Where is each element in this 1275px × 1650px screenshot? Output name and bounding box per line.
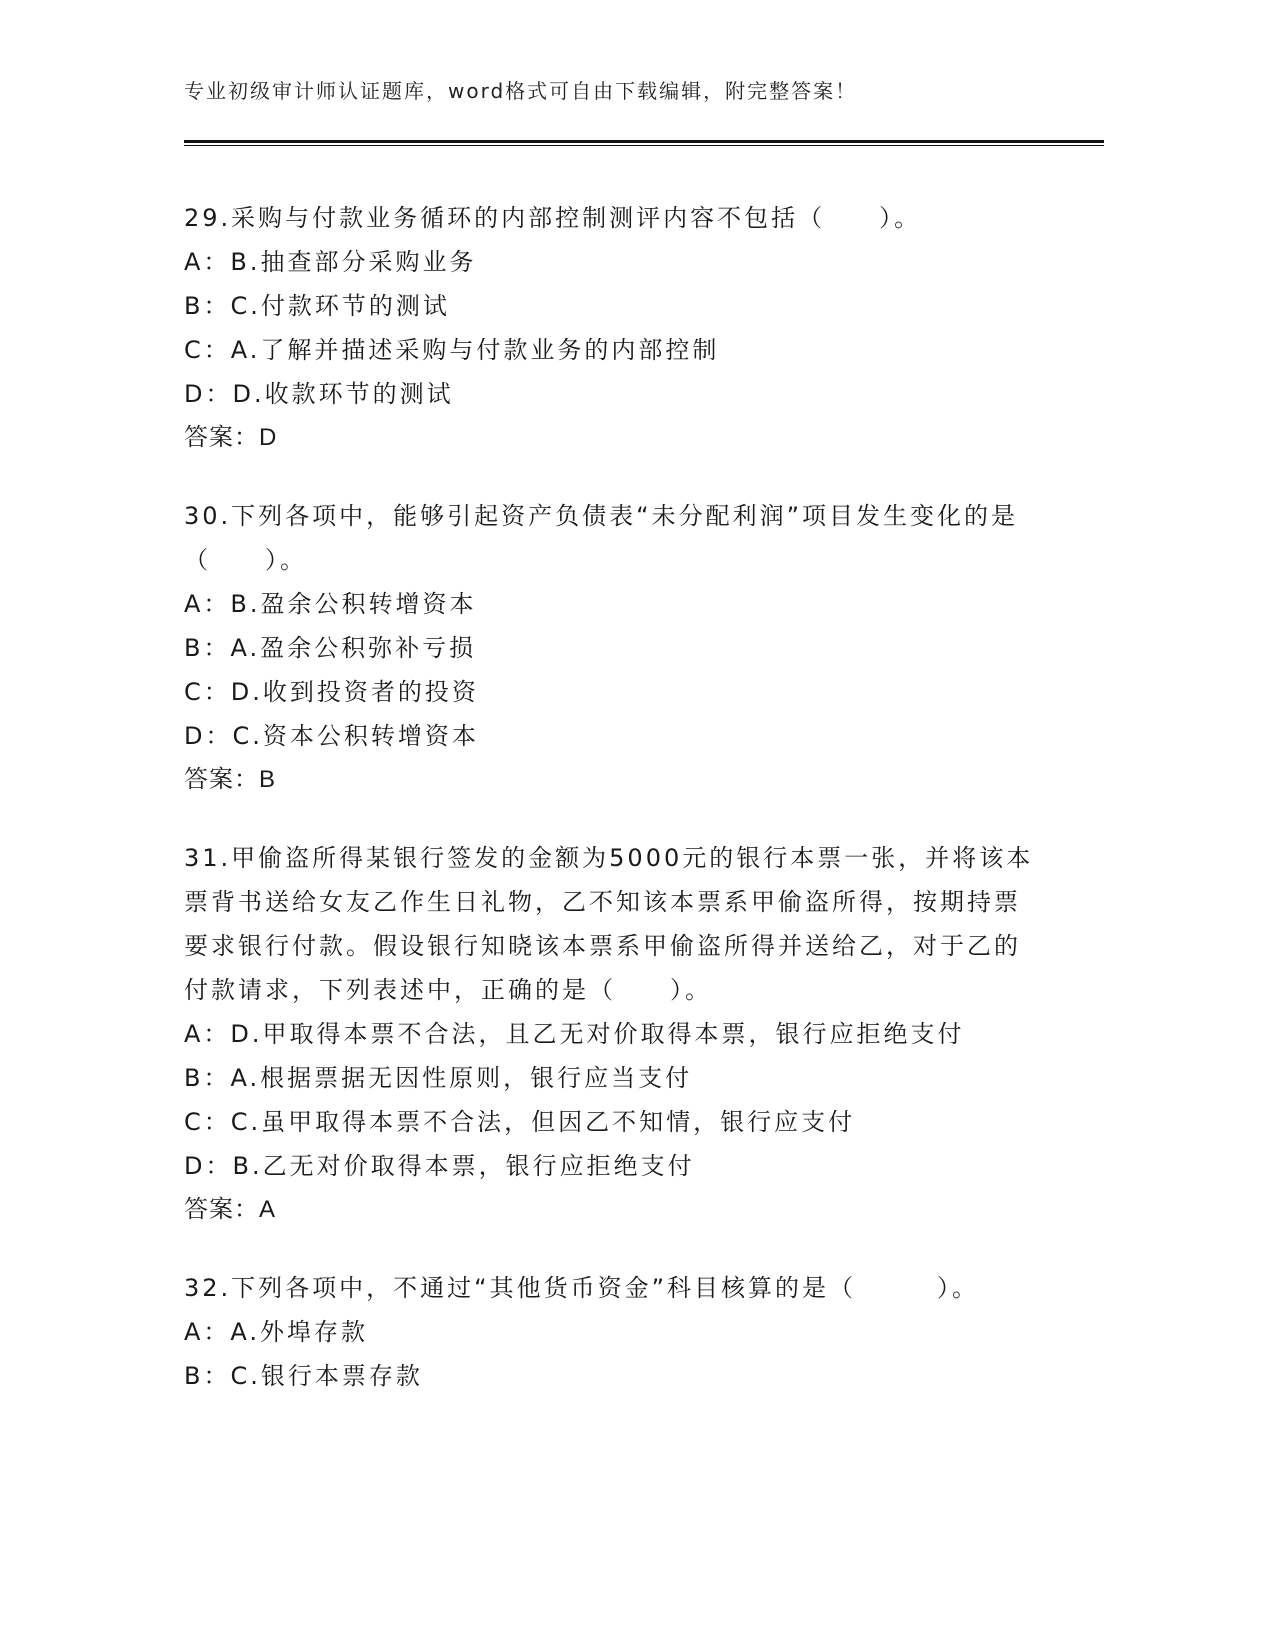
question-30 [184, 494, 1044, 802]
option-c: C：C.虽甲取得本票不合法，但因乙不知情，银行应支付 [184, 1108, 856, 1136]
question-stem: 32.下列各项中，不通过“其他货币资金”科目核算的是（ ）。 [184, 1274, 980, 1302]
question-stem: 29.采购与付款业务循环的内部控制测评内容不包括（ ）。 [184, 204, 922, 232]
option-a: A：D.甲取得本票不合法，且乙无对价取得本票，银行应拒绝支付 [184, 1020, 965, 1048]
option-d: D：B.乙无对价取得本票，银行应拒绝支付 [184, 1152, 695, 1180]
option-b: B：C.付款环节的测试 [184, 292, 450, 320]
option-b: B：C.银行本票存款 [184, 1362, 423, 1390]
answer-line: 答案：A [184, 1196, 277, 1223]
answer-line: 答案：D [184, 424, 278, 451]
question-list [184, 196, 1044, 1432]
option-c: C：D.收到投资者的投资 [184, 678, 479, 706]
question-31 [184, 836, 1044, 1232]
option-d: D：D.收款环节的测试 [184, 380, 454, 408]
option-b: B：A.根据票据无因性原则，银行应当支付 [184, 1064, 693, 1092]
question-29 [184, 196, 1044, 460]
question-32 [184, 1266, 1044, 1398]
answer-line: 答案：B [184, 766, 277, 793]
question-stem: 31.甲偷盗所得某银行签发的金额为5000元的银行本票一张，并将该本票背书送给女友乙作生日礼物，乙不知该本票系甲偷盗所得，按期持票要求银行付款。假设银行知晓该本票系甲偷盗所得并送给乙，对于乙的付款请求，下列表述中，正确的是（ ）。 [184, 844, 1034, 1004]
option-c: C：A.了解并描述采购与付款业务的内部控制 [184, 336, 720, 364]
option-a: A：A.外埠存款 [184, 1318, 369, 1346]
page-header: 专业初级审计师认证题库，word格式可自由下载编辑，附完整答案！ [184, 79, 858, 103]
question-stem: 30.下列各项中，能够引起资产负债表“未分配利润”项目发生变化的是（ ）。 [184, 502, 1019, 574]
option-a: A：B.抽查部分采购业务 [184, 248, 477, 276]
option-a: A：B.盈余公积转增资本 [184, 590, 477, 618]
option-b: B：A.盈余公积弥补亏损 [184, 634, 477, 662]
header-divider [184, 140, 1104, 146]
option-d: D：C.资本公积转增资本 [184, 722, 479, 750]
